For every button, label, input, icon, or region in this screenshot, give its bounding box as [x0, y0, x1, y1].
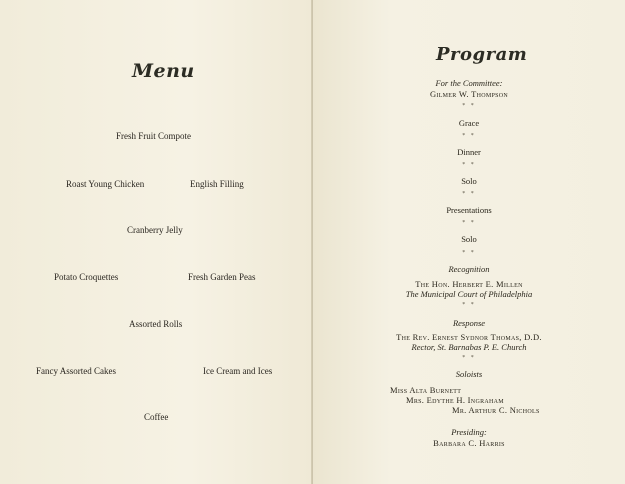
response-title: Rector, St. Barnabas P. E. Church	[411, 342, 527, 352]
menu-page	[0, 0, 312, 484]
committee-name: Gilmer W. Thompson	[429, 89, 509, 99]
recognition-title: The Municipal Court of Philadelphia	[405, 289, 533, 299]
soloist-name: Mr. Arthur C. Nichols	[452, 405, 540, 415]
response-label: Response	[452, 318, 486, 328]
menu-item: Fresh Garden Peas	[188, 272, 256, 282]
separator: * *	[462, 355, 476, 361]
committee-label: For the Committee:	[435, 78, 503, 88]
soloists-label: Soloists	[455, 369, 483, 379]
separator: * *	[462, 103, 476, 109]
recognition-name: The Hon. Herbert E. Millen	[415, 279, 523, 289]
menu-item: Fancy Assorted Cakes	[36, 366, 116, 376]
program-item-grace: Grace	[458, 118, 480, 128]
response-name: The Rev. Ernest Sydnor Thomas, D.D.	[396, 332, 542, 342]
menu-item: Ice Cream and Ices	[203, 366, 273, 376]
separator: * *	[462, 220, 476, 226]
separator: * *	[462, 302, 476, 308]
menu-item: Assorted Rolls	[129, 319, 183, 329]
program-page	[313, 0, 625, 484]
presiding-label: Presiding:	[451, 427, 487, 437]
menu-item: Potato Croquettes	[54, 272, 119, 282]
recognition-label: Recognition	[448, 264, 490, 274]
menu-title: Menu	[132, 60, 195, 82]
program-item-dinner: Dinner	[457, 147, 481, 157]
menu-item: Coffee	[144, 412, 169, 422]
menu-item: Cranberry Jelly	[127, 225, 183, 235]
menu-item: English Filling	[190, 179, 244, 189]
separator: * *	[462, 250, 476, 256]
presiding-name: Barbara C. Harris	[433, 438, 505, 448]
program-item-solo: Solo	[461, 176, 477, 186]
menu-item: Roast Young Chicken	[66, 179, 145, 189]
soloist-name: Miss Alta Burnett	[390, 385, 462, 395]
soloist-name: Mrs. Edythe H. Ingraham	[406, 395, 504, 405]
program-item-solo: Solo	[461, 234, 477, 244]
separator: * *	[462, 133, 476, 139]
separator: * *	[462, 191, 476, 197]
program-item-presentations: Presentations	[446, 205, 492, 215]
menu-item: Fresh Fruit Compote	[116, 131, 192, 141]
separator: * *	[462, 162, 476, 168]
program-title: Program	[436, 44, 528, 65]
